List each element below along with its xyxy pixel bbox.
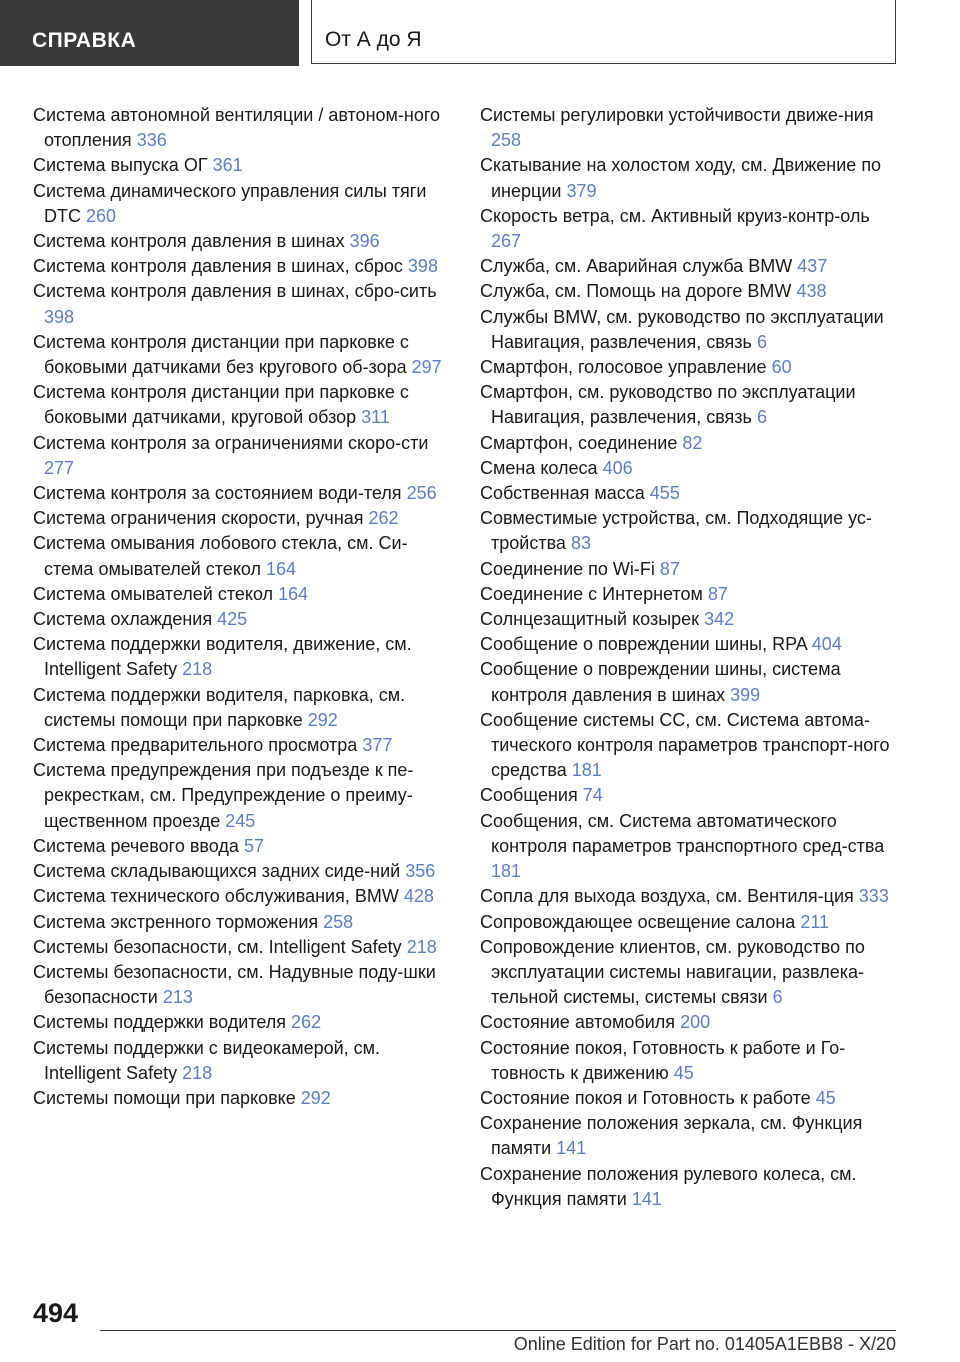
index-entry	[480, 254, 895, 279]
index-entry	[33, 607, 448, 632]
index-entry	[33, 1010, 448, 1035]
index-column-right	[480, 103, 895, 1212]
index-page-link[interactable]: 438	[796, 281, 827, 302]
index-entry-text: Сообщения, см. Система автоматического контроля параметров транспортного сред-ства	[480, 810, 885, 856]
index-entry	[480, 657, 895, 707]
index-page-link[interactable]: 258	[323, 911, 354, 932]
index-entry	[480, 103, 895, 153]
index-entry-text: Система автономной вентиляции / автоном-ного отопления	[33, 105, 441, 151]
index-page-link[interactable]: 336	[136, 130, 167, 151]
index-entry-text: Система контроля дистанции при парковке с боковыми датчиками, круговой обзор	[33, 382, 409, 428]
index-entry	[480, 153, 895, 203]
index-entry-text: Смартфон, голосовое управление	[480, 357, 767, 378]
index-entry	[33, 1036, 448, 1086]
index-entry-text: Система поддержки водителя, движение, см. Intelligent Safety	[33, 634, 412, 680]
index-page-link[interactable]: 256	[406, 483, 437, 504]
index-page-link[interactable]: 87	[707, 583, 728, 604]
index-entry-text: Сообщения	[480, 785, 578, 806]
index-page-link[interactable]: 60	[771, 357, 792, 378]
index-entry	[33, 179, 448, 229]
index-page-link[interactable]: 292	[300, 1087, 331, 1108]
index-entry-text: Собственная масса	[480, 483, 645, 504]
index-entry-text: Скорость ветра, см. Активный круиз-контр-оль	[480, 205, 870, 226]
index-entry	[480, 910, 895, 935]
index-entry-text: Система технического обслуживания, BMW	[33, 886, 399, 907]
index-entry-text: Система контроля за состоянием води-теля	[33, 483, 402, 504]
index-entry	[480, 431, 895, 456]
index-entry	[33, 935, 448, 960]
index-entry-text: Система предварительного просмотра	[33, 735, 358, 756]
section-tab[interactable]: СПРАВКА	[0, 0, 299, 66]
index-page-link[interactable]: 396	[349, 231, 380, 252]
index-entry-text: Системы помощи при парковке	[33, 1087, 296, 1108]
index-entry	[33, 229, 448, 254]
index-entry	[33, 279, 448, 329]
index-entry-text: Сохранение положения зеркала, см. Функция памяти	[480, 1113, 863, 1159]
index-entry	[33, 1086, 448, 1111]
index-entry	[480, 279, 895, 304]
index-entry	[33, 733, 448, 758]
index-entry-text: Система контроля дистанции при парковке с боковыми датчиками без кругового об-зора	[33, 331, 409, 378]
index-page-link[interactable]: 45	[815, 1087, 836, 1108]
index-entry	[480, 506, 895, 556]
index-page-link[interactable]: 356	[405, 861, 436, 882]
index-page-link[interactable]: 87	[659, 558, 680, 579]
index-entry-text: Система контроля давления в шинах, сбро-сить	[33, 281, 437, 302]
footer-edition: Online Edition for Part no. 01405A1EBB8 - X/20	[513, 1334, 896, 1354]
index-page-link[interactable]: 262	[291, 1012, 322, 1033]
index-entry	[480, 783, 895, 808]
index-entry	[33, 834, 448, 859]
index-entry	[33, 481, 448, 506]
index-page-link[interactable]: 141	[556, 1138, 587, 1159]
index-entry	[480, 305, 895, 355]
index-entry	[33, 103, 448, 153]
index-page-link[interactable]: 245	[225, 810, 256, 831]
index-entry-text: Система охлаждения	[33, 609, 213, 630]
index-entry-text: Соединение с Интернетом	[480, 583, 703, 604]
index-page-link[interactable]: 141	[631, 1188, 662, 1209]
index-entry	[480, 557, 895, 582]
index-page-link[interactable]: 377	[362, 735, 393, 756]
index-entry	[33, 758, 448, 834]
index-page-link[interactable]: 333	[858, 886, 889, 907]
index-page-link[interactable]: 425	[217, 609, 248, 630]
index-entry-text: Сопла для выхода воздуха, см. Вентиля-ция	[480, 886, 854, 907]
index-entry	[480, 1086, 895, 1111]
index-entry-text: Солнцезащитный козырек	[480, 609, 700, 630]
index-page-link[interactable]: 213	[162, 987, 193, 1008]
index-entry	[33, 431, 448, 481]
index-entry	[480, 884, 895, 909]
index-entry	[480, 1162, 895, 1212]
index-page-link[interactable]: 379	[566, 180, 597, 201]
index-entry-text: Сохранение положения рулевого колеса, см. Функция памяти	[480, 1163, 857, 1209]
page-number: 494	[33, 1298, 79, 1328]
index-entry	[480, 935, 895, 1011]
index-page-link[interactable]: 218	[182, 1062, 213, 1083]
index-entry	[480, 204, 895, 254]
index-entry-text: Скатывание на холостом ходу, см. Движение по инерции	[480, 155, 882, 201]
index-entry-text: Системы безопасности, см. Intelligent Safety	[33, 936, 402, 957]
index-entry-text: Смартфон, см. руководство по эксплуатации Навигация, развлечения, связь	[480, 382, 856, 428]
index-page-link[interactable]: 258	[491, 130, 522, 151]
index-entry	[480, 481, 895, 506]
index-page-link[interactable]: 57	[243, 835, 264, 856]
index-page-link[interactable]: 399	[730, 684, 761, 705]
index-entry-text: Система контроля давления в шинах, сброс	[33, 256, 403, 277]
index-entry-text: Сопровождающее освещение салона	[480, 911, 796, 932]
index-page-link[interactable]: 45	[673, 1062, 694, 1083]
index-entry	[480, 355, 895, 380]
index-entry-text: Состояние покоя и Готовность к работе	[480, 1087, 811, 1108]
index-page-link[interactable]: 74	[582, 785, 603, 806]
index-entry-text: Сообщение системы CC, см. Система автома-тического контроля параметров транспорт-ного средства	[480, 709, 890, 781]
index-entry	[480, 1010, 895, 1035]
index-entry	[33, 531, 448, 581]
index-entry	[33, 910, 448, 935]
index-entry	[480, 632, 895, 657]
index-entry	[480, 456, 895, 481]
index-entry-text: Система складывающихся задних сиде-ний	[33, 861, 401, 882]
index-entry-text: Система контроля за ограничениями скоро-сти	[33, 432, 429, 453]
subsection-tab[interactable]: От А до Я	[311, 0, 896, 64]
index-entry	[33, 330, 448, 380]
index-page-link[interactable]: 437	[797, 256, 828, 277]
index-entry	[33, 582, 448, 607]
index-page-link[interactable]: 361	[212, 155, 243, 176]
page-header	[0, 0, 960, 68]
index-entry	[480, 380, 895, 430]
footer-divider	[100, 1330, 896, 1331]
index-page-link[interactable]: 181	[491, 861, 522, 882]
index-entry-text: Смартфон, соединение	[480, 432, 678, 453]
index-page-link[interactable]: 164	[278, 583, 309, 604]
index-page-link[interactable]: 311	[361, 407, 390, 428]
index-entry-text: Сообщение о повреждении шины, RPA	[480, 634, 807, 655]
index-entry	[33, 960, 448, 1010]
index-entry-text: Смена колеса	[480, 457, 598, 478]
index-page-link[interactable]: 200	[680, 1012, 711, 1033]
index-entry-text: Системы поддержки водителя	[33, 1012, 287, 1033]
index-entry-text: Совместимые устройства, см. Подходящие ус-тройства	[480, 508, 872, 554]
index-page-link[interactable]: 398	[44, 306, 75, 327]
index-entry	[480, 607, 895, 632]
index-page-link[interactable]: 218	[182, 659, 213, 680]
index-entry-text: Служба, см. Помощь на дороге BMW	[480, 281, 792, 302]
index-entry-text: Система предупреждения при подъезде к пе-рекресткам, см. Предупреждение о преиму-щественном проезде	[33, 760, 414, 831]
index-entry	[33, 683, 448, 733]
index-entry-text: Система омывания лобового стекла, см. Си-стема омывателей стекол	[33, 533, 408, 579]
index-page-link[interactable]: 267	[491, 231, 522, 252]
index-entry-text: Система омывателей стекол	[33, 583, 274, 604]
index-page-link[interactable]: 404	[811, 634, 842, 655]
index-page-link[interactable]: 398	[407, 256, 438, 277]
index-entry-text: Состояние покоя, Готовность к работе и Го-товность к движению	[480, 1037, 846, 1083]
index-entry-text: Сопровождение клиентов, см. руководство по эксплуатации системы навигации, развлека-тельной системы, системы связи	[480, 936, 865, 1008]
index-page-link[interactable]: 211	[800, 911, 830, 932]
index-entry-text: Система ограничения скорости, ручная	[33, 508, 364, 529]
index-page-link[interactable]: 260	[86, 205, 117, 226]
index-entry	[33, 884, 448, 909]
index-entry-text: Системы безопасности, см. Надувные поду-шки безопасности	[33, 961, 436, 1008]
index-page-link[interactable]: 6	[756, 331, 767, 352]
index-page-link[interactable]: 82	[682, 432, 703, 453]
index-entry-text: Система выпуска ОГ	[33, 155, 208, 176]
index-entry-text: Система речевого ввода	[33, 835, 239, 856]
index-entry	[480, 582, 895, 607]
index-page-link[interactable]: 406	[602, 457, 633, 478]
index-entry	[480, 1111, 895, 1161]
index-entry-text: Система экстренного торможения	[33, 911, 319, 932]
index-entry-text: Система контроля давления в шинах	[33, 231, 345, 252]
index-column-left	[33, 103, 448, 1111]
index-entry	[33, 632, 448, 682]
index-page-link[interactable]: 218	[406, 936, 437, 957]
index-entry	[480, 1036, 895, 1086]
index-entry-text: Соединение по Wi-Fi	[480, 558, 655, 579]
index-page-link[interactable]: 428	[403, 886, 434, 907]
index-page-link[interactable]: 342	[704, 609, 735, 630]
index-entry	[33, 380, 448, 430]
index-page-link[interactable]: 297	[411, 357, 442, 378]
index-page-link[interactable]: 455	[649, 483, 680, 504]
index-entry-text: Система поддержки водителя, парковка, см. системы помощи при парковке	[33, 684, 406, 730]
index-page-link[interactable]: 6	[772, 987, 783, 1008]
index-entry-text: Система динамического управления силы тяги DTC	[33, 180, 427, 226]
index-entry-text: Службы BMW, см. руководство по эксплуатации Навигация, развлечения, связь	[480, 306, 884, 352]
index-page-link[interactable]: 277	[44, 457, 75, 478]
index-entry	[480, 708, 895, 784]
index-entry-text: Сообщение о повреждении шины, система контроля давления в шинах	[480, 659, 841, 705]
index-entry	[33, 506, 448, 531]
index-page-link[interactable]: 6	[756, 407, 767, 428]
index-page-link[interactable]: 164	[266, 558, 297, 579]
index-entry-text: Системы поддержки с видеокамерой, см. Intelligent Safety	[33, 1037, 381, 1083]
index-entry-text: Служба, см. Аварийная служба BMW	[480, 256, 793, 277]
index-entry-text: Системы регулировки устойчивости движе-ния	[480, 105, 874, 125]
index-page-link[interactable]: 181	[571, 760, 602, 781]
index-page-link[interactable]: 292	[307, 709, 338, 730]
index-entry	[33, 254, 448, 279]
index-page-link[interactable]: 262	[368, 508, 399, 529]
index-entry-text: Состояние автомобиля	[480, 1012, 676, 1033]
index-entry	[480, 809, 895, 885]
index-entry	[33, 859, 448, 884]
index-entry	[33, 153, 448, 178]
index-page-link[interactable]: 83	[570, 533, 591, 554]
